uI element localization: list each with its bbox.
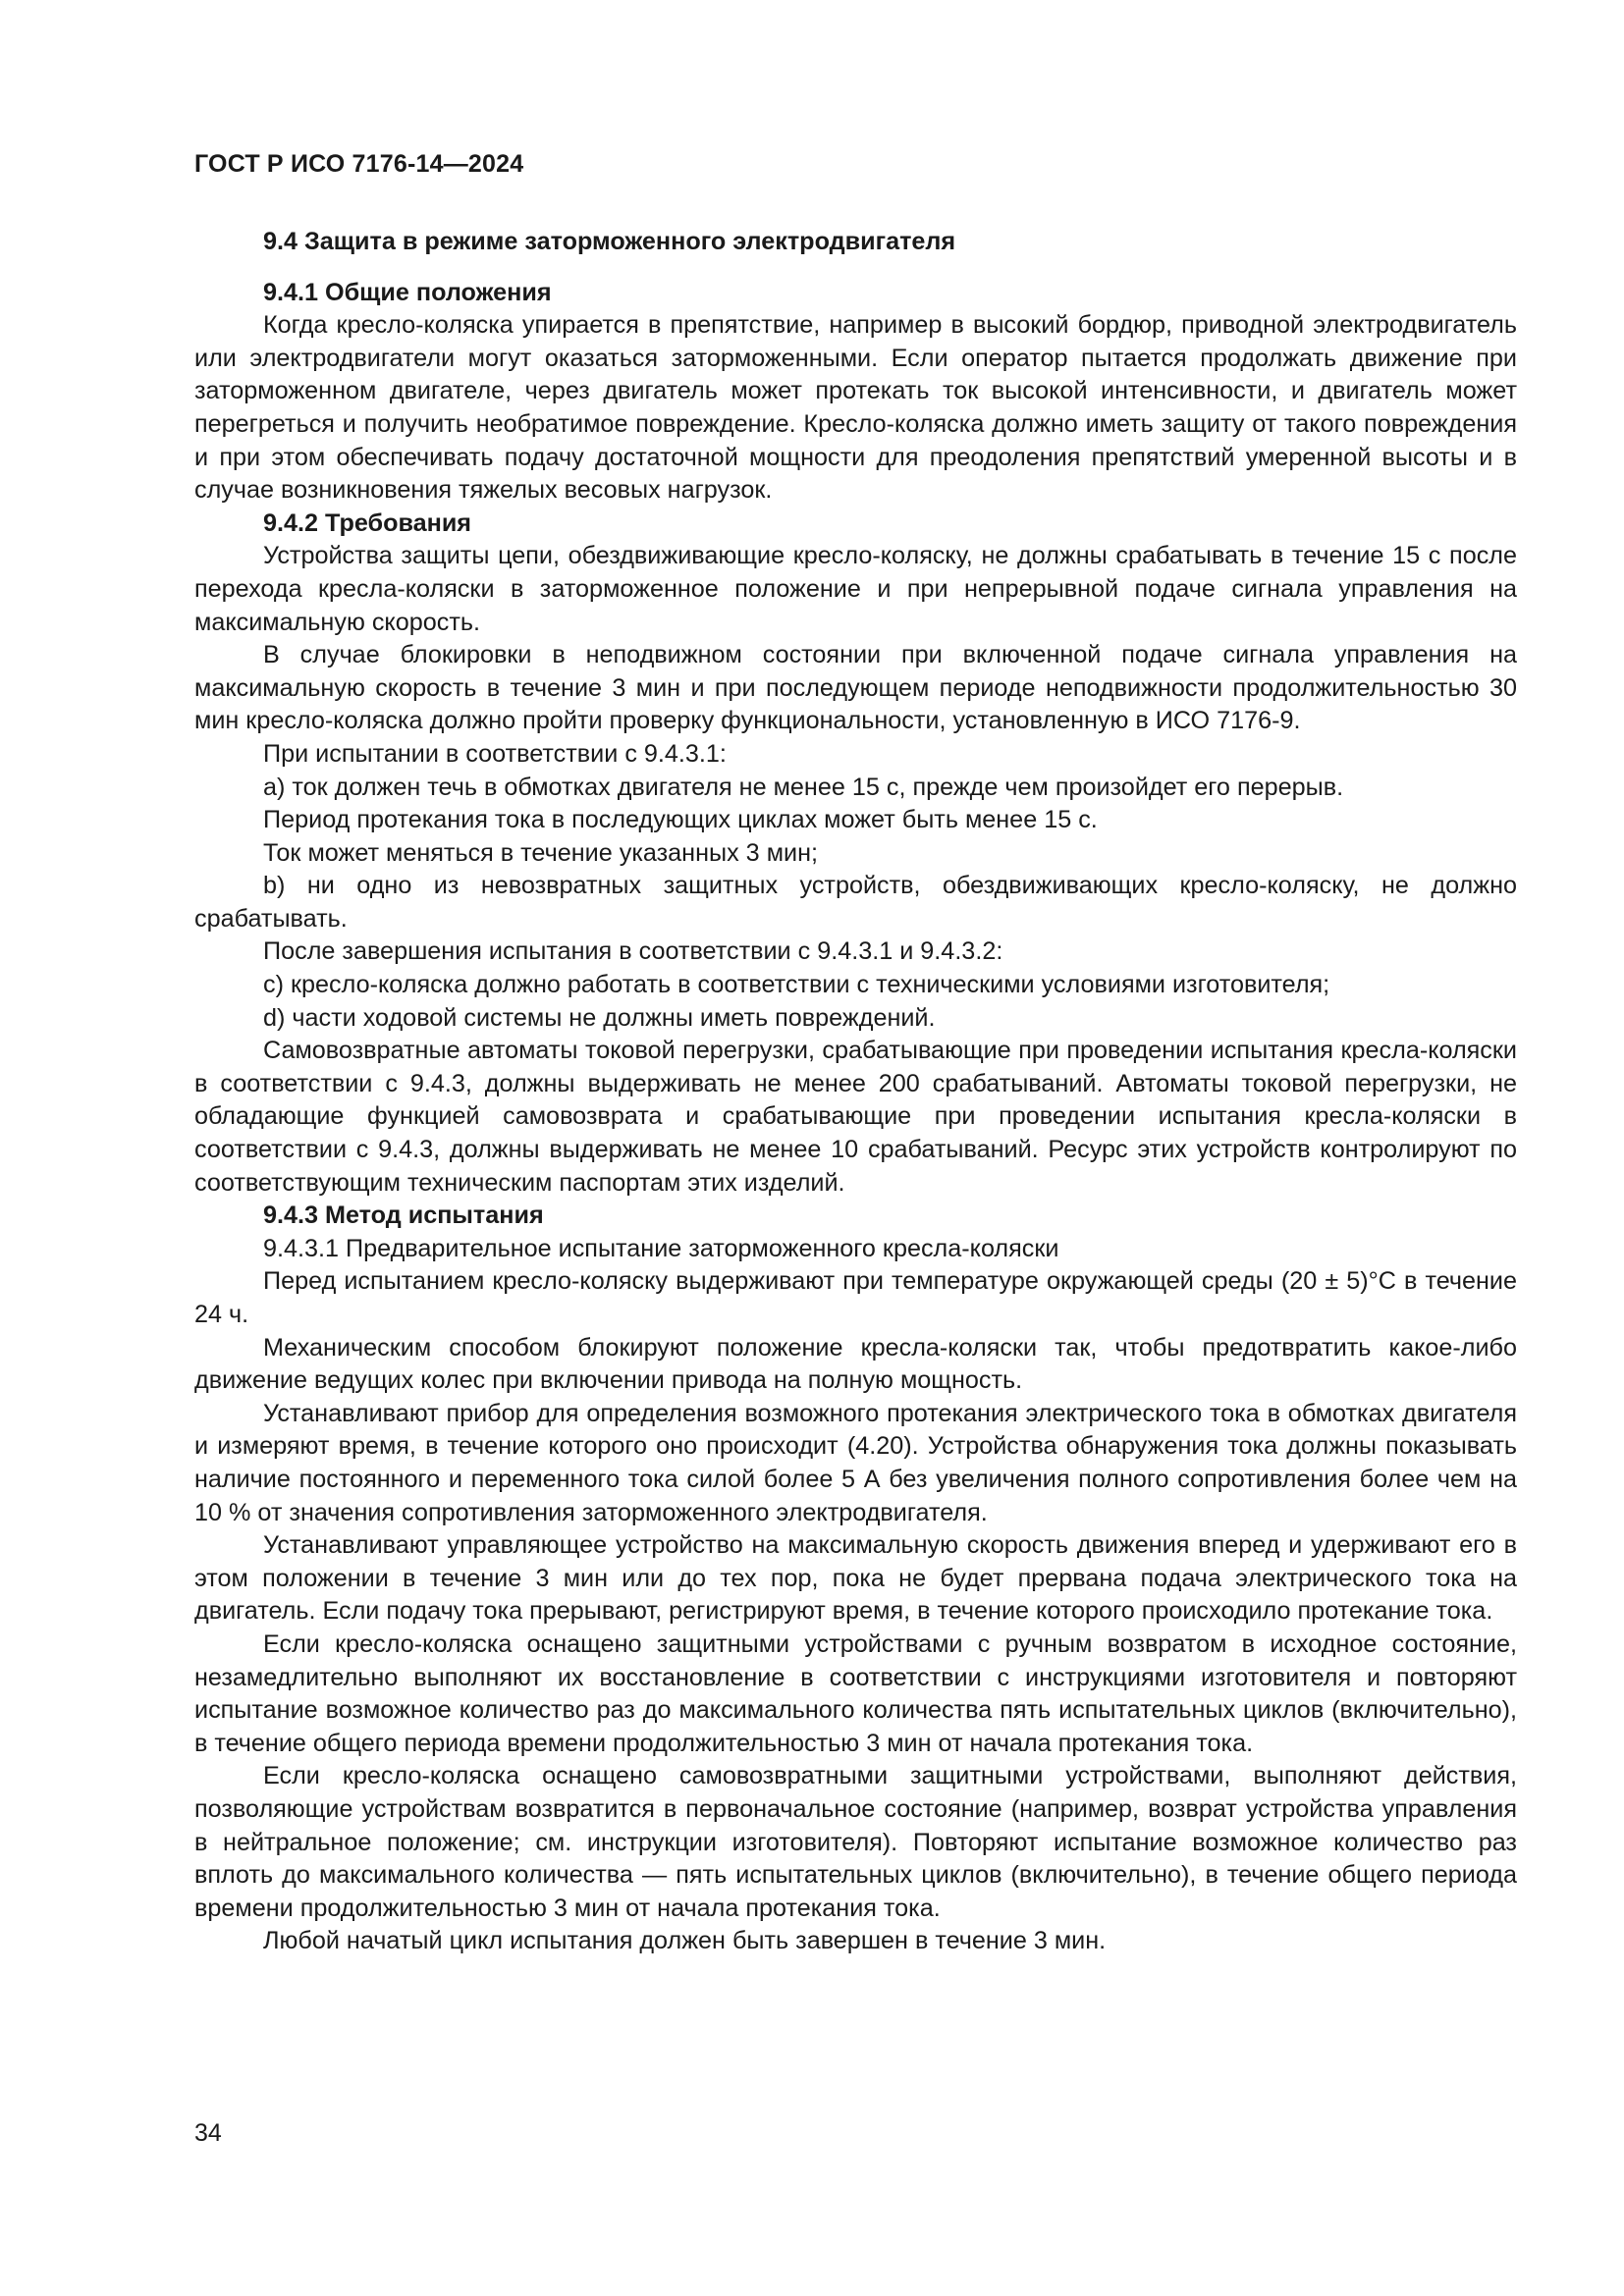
paragraph: Период протекания тока в последующих циклах может быть менее 15 с.	[263, 806, 1098, 834]
paragraph: Самовозвратные автоматы токовой перегрузки, срабатывающие при проведении испытания кресла-коляски в соответствии с 9.4.3, должны выдерживать не менее 200 срабатываний. Автоматы токовой перегрузки, не обладающие функцией самовозврата и срабатывающие при проведении испытания кресла-коляски в соответствии с 9.4.3, должны выдерживать не менее 10 срабатываний. Ресурс этих устройств контролируют по соответствующим техническим паспортам этих изделий.	[194, 1037, 1517, 1197]
list-item: a) ток должен течь в обмотках двигателя не менее 15 с, прежде чем произойдет его перерыв.	[263, 773, 1344, 801]
clause-title: 9.4.3.1 Предварительное испытание заторможенного кресла-коляски	[263, 1234, 1059, 1262]
list-item: d) части ходовой системы не должны иметь повреждений.	[263, 1003, 936, 1032]
subsection-title-requirements: 9.4.2 Требования	[263, 508, 472, 537]
page-number: 34	[194, 2119, 222, 2147]
subsection-title-general: 9.4.1 Общие положения	[263, 278, 552, 306]
list-item: b) ни одно из невозвратных защитных устройств, обездвиживающих кресло-коляску, не должно срабатывать.	[194, 872, 1517, 933]
paragraph: Ток может меняться в течение указанных 3 мин;	[263, 838, 818, 867]
paragraph: Если кресло-коляска оснащено защитными устройствами с ручным возвратом в исходное состояние, незамедлительно выполняют их восстановление в соответствии с инструкциями изготовителя и повторяют испытание возможное количество раз до максимального количества пять испытательных циклов (включительно), в течение общего периода времени продолжительностью 3 мин от начала протекания тока.	[194, 1629, 1517, 1757]
paragraph: Устанавливают управляющее устройство на максимальную скорость движения вперед и удерживают его в этом положении в течение 3 мин или до тех пор, пока не будет прервана подача электрического тока на двигатель. Если подачу тока прерывают, регистрируют время, в течение которого происходило протекание тока.	[194, 1531, 1517, 1626]
subsection-title-test-method: 9.4.3 Метод испытания	[263, 1201, 544, 1230]
paragraph: Устанавливают прибор для определения возможного протекания электрического тока в обмотках двигателя и измеряют время, в течение которого оно происходит (4.20). Устройства обнаружения тока должны показывать наличие постоянного и переменного тока силой более 5 А без увеличения полного сопротивления более чем на 10 % от значения сопротивления заторможенного электродвигателя.	[194, 1399, 1517, 1526]
paragraph: Любой начатый цикл испытания должен быть завершен в течение 3 мин.	[263, 1927, 1107, 1955]
paragraph: При испытании в соответствии с 9.4.3.1:	[263, 739, 727, 768]
document-code: ГОСТ Р ИСО 7176-14—2024	[194, 150, 524, 178]
paragraph: В случае блокировки в неподвижном состоянии при включенной подаче сигнала управления на максимальную скорость в течение 3 мин и при последующем периоде неподвижности продолжительностью 30 мин кресло-коляска должно пройти проверку функциональности, установленную в ИСО 7176-9.	[194, 641, 1517, 735]
paragraph: Если кресло-коляска оснащено самовозвратными защитными устройствами, выполняют действия, позволяющие устройствам возвратится в первоначальное состояние (например, возврат устройства управления в нейтральное положение; см. инструкции изготовителя). Повторяют испытание возможное количество раз вплоть до максимального количества — пять испытательных циклов (включительно), в течение общего периода времени продолжительностью 3 мин от начала протекания тока.	[194, 1762, 1517, 1922]
list-item: c) кресло-коляска должно работать в соответствии с техническими условиями изготовителя;	[263, 971, 1330, 999]
paragraph: Механическим способом блокируют положение кресла-коляски так, чтобы предотвратить какое-либо движение ведущих колес при включении привода на полную мощность.	[194, 1333, 1517, 1395]
paragraph: После завершения испытания в соответствии с 9.4.3.1 и 9.4.3.2:	[263, 937, 1003, 966]
section-title: 9.4 Защита в режиме заторможенного электродвигателя	[263, 228, 956, 255]
paragraph: Перед испытанием кресло-коляску выдерживают при температуре окружающей среды (20 ± 5)°С в течение 24 ч.	[194, 1267, 1517, 1328]
paragraph: Когда кресло-коляска упирается в препятствие, например в высокий бордюр, приводной электродвигатель или электродвигатели могут оказаться заторможенными. Если оператор пытается продолжать движение при заторможенном двигателе, через двигатель может протекать ток высокой интенсивности, и двигатель может перегреться и получить необратимое повреждение. Кресло-коляска должно иметь защиту от такого повреждения и при этом обеспечивать подачу достаточной мощности для преодоления препятствий умеренной высоты и в случае возникновения тяжелых весовых нагрузок.	[194, 311, 1517, 505]
document-body	[194, 226, 1517, 1958]
paragraph: Устройства защиты цепи, обездвиживающие кресло-коляску, не должны срабатывать в течение 15 с после перехода кресла-коляски в заторможенное положение и при непрерывной подаче сигнала управления на максимальную скорость.	[194, 542, 1517, 636]
